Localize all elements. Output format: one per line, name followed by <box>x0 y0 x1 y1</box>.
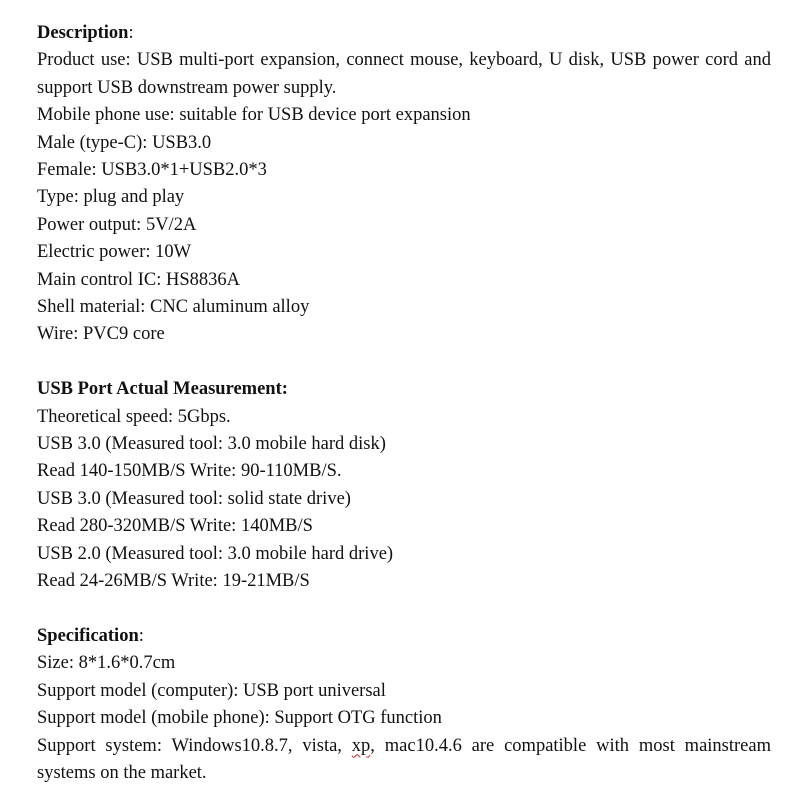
measurement-section <box>37 376 771 595</box>
support-system-text-start: Support system: Windows10.8.7, vista, <box>37 735 352 756</box>
wire-line: Wire: PVC9 core <box>37 324 165 345</box>
usb3-hdd-tool-line: USB 3.0 (Measured tool: 3.0 mobile hard disk) <box>37 434 386 455</box>
male-connector-line: Male (type-C): USB3.0 <box>37 132 212 153</box>
usb2-hdd-speed-line: Read 24-26MB/S Write: 19-21MB/S <box>37 571 310 592</box>
electric-power-line: Electric power: 10W <box>37 242 192 263</box>
description-heading: Description <box>37 23 129 43</box>
support-system-text-end: , mac10.4.6 are compatible with most mainstream systems on the market. <box>37 735 771 783</box>
description-heading-colon: : <box>128 23 134 43</box>
usb3-ssd-tool-line: USB 3.0 (Measured tool: solid state drive) <box>37 488 351 509</box>
support-model-computer-line: Support model (computer): USB port universal <box>37 680 386 701</box>
size-line: Size: 8*1.6*0.7cm <box>37 653 176 674</box>
usb3-ssd-speed-line: Read 280-320MB/S Write: 140MB/S <box>37 516 313 537</box>
female-connector-line: Female: USB3.0*1+USB2.0*3 <box>37 160 267 181</box>
measurement-heading: USB Port Actual Measurement: <box>37 379 288 400</box>
support-model-phone-line: Support model (mobile phone): Support OTG function <box>37 708 442 729</box>
spellcheck-flagged-word: xp <box>351 735 371 756</box>
specification-section <box>37 623 771 787</box>
specification-heading: Specification <box>37 625 139 646</box>
mobile-phone-use-line: Mobile phone use: suitable for USB device port expansion <box>37 105 471 126</box>
main-control-ic-line: Main control IC: HS8836A <box>37 269 240 290</box>
product-use-line: Product use: USB multi-port expansion, connect mouse, keyboard, U disk, USB power cord and support USB downstream power supply. <box>37 50 771 98</box>
section-spacer <box>37 349 771 376</box>
usb2-hdd-tool-line: USB 2.0 (Measured tool: 3.0 mobile hard drive) <box>37 543 394 564</box>
power-output-line: Power output: 5V/2A <box>37 214 197 235</box>
description-section <box>37 20 771 349</box>
section-spacer <box>37 596 771 623</box>
theoretical-speed-line: Theoretical speed: 5Gbps. <box>37 406 231 427</box>
specification-heading-colon: : <box>138 625 144 646</box>
support-system-line <box>37 733 771 788</box>
description-heading-line <box>37 20 771 47</box>
specification-heading-line <box>37 623 771 650</box>
product-spec-document <box>37 20 771 787</box>
usb3-hdd-speed-line: Read 140-150MB/S Write: 90-110MB/S. <box>37 461 342 482</box>
shell-material-line: Shell material: CNC aluminum alloy <box>37 297 310 318</box>
type-line: Type: plug and play <box>37 187 185 208</box>
